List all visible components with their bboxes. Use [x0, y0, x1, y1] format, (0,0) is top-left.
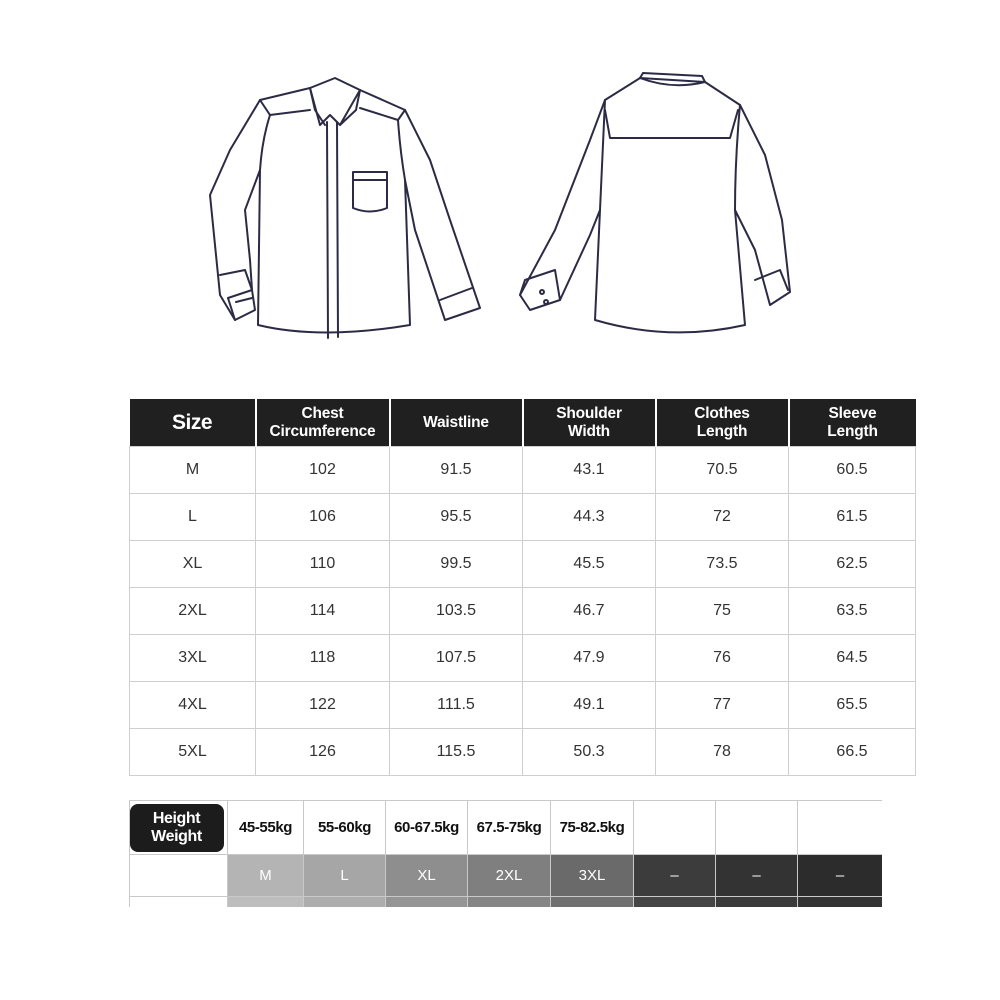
waist-cell: 115.5: [390, 729, 523, 776]
sleeve-length-cell: 66.5: [789, 729, 916, 776]
table-row: [130, 541, 916, 588]
weight-range-header: 55-60kg: [304, 801, 386, 855]
size-cell: L: [130, 494, 256, 541]
sleeve-length-cell: 63.5: [789, 588, 916, 635]
size-cell: 5XL: [130, 729, 256, 776]
weight-range-header: 60-67.5kg: [386, 801, 468, 855]
shirt-front-illustration: [200, 70, 500, 350]
size-recommendation-cell: [386, 897, 468, 908]
table-row: [130, 588, 916, 635]
height-weight-table: [129, 800, 882, 907]
clothes-length-cell: 77: [656, 682, 789, 729]
header-clothes-length: Clothes Length: [656, 399, 789, 447]
shoulder-cell: 44.3: [523, 494, 656, 541]
header-sleeve-length: Sleeve Length: [789, 399, 916, 447]
weight-range-header: 75-82.5kg: [551, 801, 634, 855]
shirt-illustrations: [0, 0, 1000, 360]
weight-header-row: [130, 801, 883, 855]
chest-cell: 106: [256, 494, 390, 541]
clothes-length-cell: 75: [656, 588, 789, 635]
waist-cell: 111.5: [390, 682, 523, 729]
sleeve-length-cell: 65.5: [789, 682, 916, 729]
shoulder-cell: 50.3: [523, 729, 656, 776]
table-row: [130, 447, 916, 494]
shirt-back-illustration: [510, 70, 810, 350]
waist-cell: 95.5: [390, 494, 523, 541]
shoulder-cell: 49.1: [523, 682, 656, 729]
shoulder-cell: 47.9: [523, 635, 656, 682]
chest-cell: 110: [256, 541, 390, 588]
shoulder-cell: 46.7: [523, 588, 656, 635]
weight-range-header: 67.5-75kg: [468, 801, 551, 855]
size-recommendation-cell: [798, 897, 883, 908]
clothes-length-cell: 70.5: [656, 447, 789, 494]
size-cell: XL: [130, 541, 256, 588]
height-weight-corner: Height Weight: [130, 801, 228, 855]
weight-range-header: [634, 801, 716, 855]
shoulder-cell: 43.1: [523, 447, 656, 494]
clothes-length-cell: 76: [656, 635, 789, 682]
sleeve-length-cell: 60.5: [789, 447, 916, 494]
size-recommendation-cell: [551, 897, 634, 908]
height-row: [130, 897, 883, 908]
weight-range-header: [798, 801, 883, 855]
chest-cell: 102: [256, 447, 390, 494]
size-chart-table: [129, 399, 916, 776]
table-row: [130, 682, 916, 729]
chest-cell: 114: [256, 588, 390, 635]
waist-cell: 99.5: [390, 541, 523, 588]
shoulder-cell: 45.5: [523, 541, 656, 588]
size-recommendation-cell: [304, 897, 386, 908]
table-row: [130, 494, 916, 541]
size-recommendation-cell: [228, 897, 304, 908]
size-recommendation-cell: [634, 897, 716, 908]
size-cell: 3XL: [130, 635, 256, 682]
height-range-label: 160-165cm: [130, 855, 228, 897]
size-cell: 4XL: [130, 682, 256, 729]
size-recommendation-cell: 2XL: [468, 855, 551, 897]
size-recommendation-cell: [468, 897, 551, 908]
chest-cell: 122: [256, 682, 390, 729]
clothes-length-cell: 72: [656, 494, 789, 541]
size-recommendation-cell: [716, 897, 798, 908]
clothes-length-cell: 73.5: [656, 541, 789, 588]
weight-range-header: [716, 801, 798, 855]
header-shoulder-width: Shoulder Width: [523, 399, 656, 447]
sleeve-length-cell: 62.5: [789, 541, 916, 588]
header-size: Size: [130, 399, 256, 447]
header-chest-circumference: Chest Circumference: [256, 399, 390, 447]
size-recommendation-cell: –: [716, 855, 798, 897]
clothes-length-cell: 78: [656, 729, 789, 776]
sleeve-length-cell: 64.5: [789, 635, 916, 682]
height-range-label: [130, 897, 228, 908]
height-row: [130, 855, 883, 897]
waist-cell: 107.5: [390, 635, 523, 682]
waist-cell: 103.5: [390, 588, 523, 635]
chest-cell: 126: [256, 729, 390, 776]
size-chart-header-row: [130, 399, 916, 447]
height-weight-section: [129, 800, 882, 907]
size-cell: M: [130, 447, 256, 494]
table-row: [130, 635, 916, 682]
chest-cell: 118: [256, 635, 390, 682]
header-waistline: Waistline: [390, 399, 523, 447]
sleeve-length-cell: 61.5: [789, 494, 916, 541]
table-row: [130, 729, 916, 776]
size-recommendation-cell: 3XL: [551, 855, 634, 897]
size-recommendation-cell: –: [634, 855, 716, 897]
waist-cell: 91.5: [390, 447, 523, 494]
size-recommendation-cell: XL: [386, 855, 468, 897]
size-recommendation-cell: –: [798, 855, 883, 897]
size-cell: 2XL: [130, 588, 256, 635]
size-recommendation-cell: M: [228, 855, 304, 897]
weight-range-header: 45-55kg: [228, 801, 304, 855]
size-recommendation-cell: L: [304, 855, 386, 897]
